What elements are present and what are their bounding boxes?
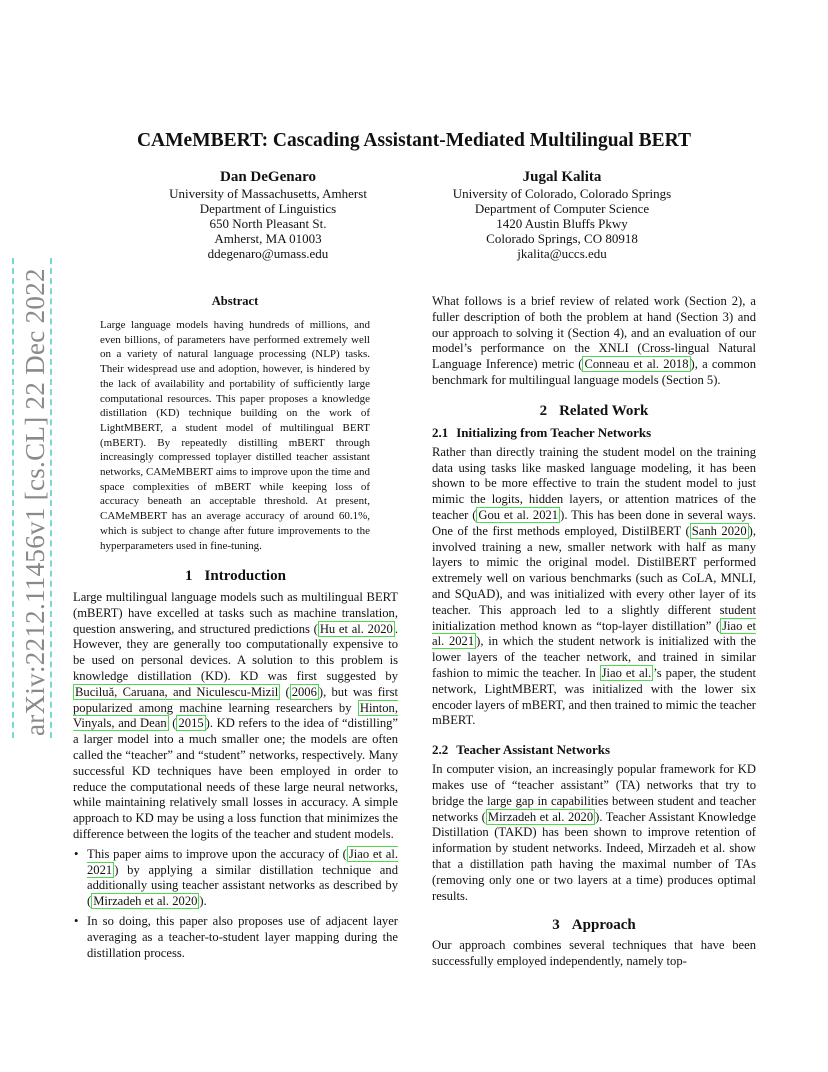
section-number: 3: [552, 917, 560, 934]
author-city: Amherst, MA 01003: [214, 231, 322, 246]
citation-link[interactable]: Mirzadeh et al. 2020: [93, 894, 198, 909]
text-run: What follows is a brief review of related work (Section 2), a fuller description of both the problem at hand (Section 3) and our approach to solving it (Section 4), and an evaluation of our model’s performance on the XNLI (Cross-lingual Natural Language Inference) metric: [432, 294, 756, 372]
author-department: Department of Linguistics: [199, 201, 337, 216]
text-run: In computer vision, an increasingly popular framework for KD makes use of “teacher assistant” (TA) networks that try to bridge the large gap in capabilities between student and teacher networks: [432, 762, 756, 824]
citation-link[interactable]: Conneau et al. 2018: [584, 357, 689, 372]
subsection-number: 2.2: [432, 742, 449, 758]
paper-title: CAMeMBERT: Cascading Assistant-Mediated Multilingual BERT: [136, 130, 692, 151]
approach-paragraph: Our approach combines several techniques that have been successfully employed independently, namely top-: [432, 938, 756, 969]
citation-link[interactable]: Hu et al. 2020: [319, 621, 393, 636]
subsection-heading: [432, 424, 756, 442]
section-number: 1: [185, 568, 193, 584]
text-run: [280, 685, 285, 699]
list-item: • This paper aims to improve upon the accuracy of ( Jiao et al. 2021 ) by applying a similar distillation technique and additionally using teacher assistant networks as described by ( Mirzadeh et al. 2020 ).: [74, 846, 398, 909]
abstract-text: Large language models having hundreds of millions, and even billions, of parameters have performed extremely well on a variety of natural language processing (NLP) tasks. Their widespread use and adoption, however, is hindered by the lack of availability and portability of sufficiently large computational resources. This paper proposes a knowledge distillation (KD) technique building on the work of LightMBERT, a student model of multilingual BERT (mBERT). By repeatedly distilling mBERT through increasingly compressed toplayer distilled teacher assistant networks, CAMeMBERT aims to improve upon the time and space complexities of mBERT while keeping loss of accuracy beneath an acceptable threshold. At present, CAMeMBERT has an average accuracy of around 60.1%, which is subject to change after future improvements to the hyperparameters used in fine-tuning.: [100, 319, 370, 552]
citation-link[interactable]: Mirzadeh et al. 2020: [487, 809, 594, 824]
text-run: .: [203, 894, 207, 909]
citation-link[interactable]: Buciluǎ, Caruana, and Niculescu-Mizil: [75, 684, 279, 699]
author-block-1: [113, 170, 423, 261]
subsection-heading: [432, 741, 756, 759]
text-run: In so doing, this paper also proposes use of adjacent layer averaging as a teacher-to-student layer mapping during the distillation process.: [87, 913, 398, 960]
author-name: Dan DeGenaro: [220, 169, 316, 185]
text-run: [169, 716, 173, 730]
text-run: , but was first popularized among machine learning researchers by: [73, 684, 398, 715]
author-email: jkalita@uccs.edu: [517, 246, 607, 261]
text-run: ’s paper, the student network, LightMBERT, was initialized with the lower six encoder layers of mBERT, and then trained to mimic the teacher mBERT.: [432, 665, 756, 728]
subsection-number: 2.1: [432, 424, 449, 440]
citation-link[interactable]: Hinton, Vinyals, and Dean: [73, 700, 398, 731]
text-run: . This has been done in several ways. One of the first methods employed, DistilBERT: [432, 507, 756, 538]
subsection-title: Initializing from Teacher Networks: [456, 424, 652, 440]
right-column: [432, 294, 756, 970]
author-name: Jugal Kalita: [522, 169, 602, 185]
arxiv-identifier: arXiv:2212.11456v1 [cs.CL] 22 Dec 2022: [20, 268, 50, 736]
left-column: [73, 566, 398, 961]
text-run: by applying a similar distillation technique and additionally using teacher assistant networks as described by: [87, 862, 398, 893]
text-run: Large multilingual language models such as multilingual BERT (mBERT) have excelled at tasks such as machine translation, question answering, and structured predictions: [73, 590, 398, 636]
related-work-paragraph: Rather than directly training the student model on the training data using tasks like masked language modeling, it has been shown to be more effective to train the student model to just mimic the logits, hidden layers, or attention matrices of the teacher ( Gou et al. 2021 ). This has been done in several ways. One of the first methods employed, DistilBERT ( Sanh 2020 ), involved training a new, smaller network with half as many layers to mimic the original model. DistilBERT performed extremely well on various benchmarks (such as CoLA, MNLI, and SQuAD), and was initialized with every other layer of its teacher. This approach led to a slightly different student initialization method known as “top-layer distillation” ( Jiao et al. 2021 ), in which the student network is initialized with the lower layers of the teacher network, and trained in similar fashion to mimic the teacher. In Jiao et al. ’s paper, the student network, LightMBERT, was initialized with the lower six encoder layers of mBERT, and then trained to mimic the teacher mBERT.: [432, 444, 756, 728]
author-city: Colorado Springs, CO 80918: [486, 231, 638, 246]
author-affiliation: University of Colorado, Colorado Springs: [452, 186, 672, 201]
text-run: , involved training a new, smaller network with half as many layers to mimic the original model. DistilBERT performed extremely well on various benchmarks (such as CoLA, MNLI, and SQuAD), and was initialized with every other layer of its teacher. This approach led to a slightly different student initialization method known as “top-layer distillation”: [432, 523, 756, 633]
list-item: [74, 913, 398, 961]
text-run: This paper aims to improve upon the accuracy of: [87, 846, 343, 861]
citation-link[interactable]: Jiao et al. 2021: [87, 846, 398, 877]
author-street: 1420 Austin Bluffs Pkwy: [496, 216, 628, 231]
text-run: . However, they are generally too computationally expensive to be used on personal devices. A solution to this problem is knowledge distillation (KD). KD was first suggested by: [73, 621, 398, 683]
section-heading-approach: [432, 915, 756, 935]
section-number: 2: [539, 402, 548, 419]
author-street: 650 North Pleasant St.: [209, 216, 327, 231]
overview-paragraph: What follows is a brief review of related work (Section 2), a fuller description of both the problem at hand (Section 3) and our approach to solving it (Section 4), and an evaluation of our model’s performance on the XNLI (Cross-lingual Natural Language Inference) metric ( Conneau et al. 2018 ), a common benchmark for multilingual language models (Section 5).: [432, 294, 756, 387]
bullet-icon: •: [74, 913, 79, 928]
text-run: . KD refers to the idea of “distilling” a larger model into a much smaller one; the models are often called the “teacher” and “student” networks, respectively. Many successful KD techniques have been employed in order to reduce the computational needs of these large neural networks, while maintaining relatively small losses in accuracy. A simple approach to KD may be using a loss function that minimizes the difference between the logits of the teacher and student models.: [73, 716, 399, 841]
citation-link[interactable]: 2006: [291, 684, 317, 699]
section-heading-introduction: [73, 566, 398, 586]
citation-link[interactable]: Gou et al. 2021: [478, 507, 559, 522]
text-run: , a common benchmark for multilingual language models (Section 5).: [432, 357, 756, 387]
text-run: , in which the student network is initialized with the lower layers of the teacher network, and trained in similar fashion to mimic the teacher. In: [432, 634, 756, 680]
text-run: Rather than directly training the student model on the training data using tasks like masked language modeling, it has been shown to be more effective to train the student model to just mimic the logits, hidden layers, or attention matrices of the teacher: [432, 444, 756, 522]
citation-link[interactable]: Jiao et al.: [601, 665, 652, 680]
author-email: ddegenaro@umass.edu: [207, 246, 329, 261]
section-heading-related-work: [432, 401, 756, 421]
author-department: Department of Computer Science: [474, 201, 650, 216]
subsection-title: Teacher Assistant Networks: [456, 742, 611, 758]
intro-paragraph: Large multilingual language models such as multilingual BERT (mBERT) have excelled at tasks such as machine translation, question answering, and structured predictions ( Hu et al. 2020 . However, they are generally too computationally expensive to be used on personal devices. A solution to this problem is knowledge distillation (KD). KD was first suggested by Buciluǎ, Caruana, and Niculescu-Mizil ( 2006 ), but was first popularized among machine learning researchers by Hinton, Vinyals, and Dean ( 2015 ). KD refers to the idea of “distilling” a larger model into a much smaller one; the models are often called the “teacher” and “student” networks, respectively. Many successful KD techniques have been employed in order to reduce the computational needs of these large neural networks, while maintaining relatively small losses in accuracy. A simple approach to KD may be using a loss function that minimizes the difference between the logits of the teacher and student models.: [73, 590, 399, 841]
bullet-icon: •: [74, 846, 79, 861]
teacher-assistant-paragraph: In computer vision, an increasingly popular framework for KD makes use of “teacher assistant” (TA) networks that try to bridge the large gap in capabilities between student and teacher networks ( Mirzadeh et al. 2020 ). Teacher Assistant Knowledge Distillation (TAKD) has been shown to improve retention of information by student networks. Indeed, Mirzadeh et al. show that a distillation path having the maximal number of TAs (removing only one or two layers at a time) produces optimal results.: [432, 762, 756, 903]
citation-link[interactable]: 2015: [178, 716, 204, 731]
section-title: Approach: [571, 917, 636, 934]
citation-link[interactable]: Jiao et al. 2021: [432, 618, 756, 649]
author-block-2: [407, 170, 717, 261]
citation-link[interactable]: Sanh 2020: [691, 523, 747, 538]
abstract-heading: Abstract: [211, 294, 259, 308]
contribution-list: [73, 847, 398, 962]
text-run: . Teacher Assistant Knowledge Distillation (TAKD) has been shown to improve retention of information by student networks. Indeed, Mirzadeh et al. show that a distillation path having the maximal number of TAs (removing only one or two layers at a time) produces optimal results.: [432, 809, 756, 903]
section-title: Introduction: [204, 568, 286, 584]
section-title: Related Work: [559, 402, 649, 419]
author-affiliation: University of Massachusetts, Amherst: [169, 186, 367, 201]
